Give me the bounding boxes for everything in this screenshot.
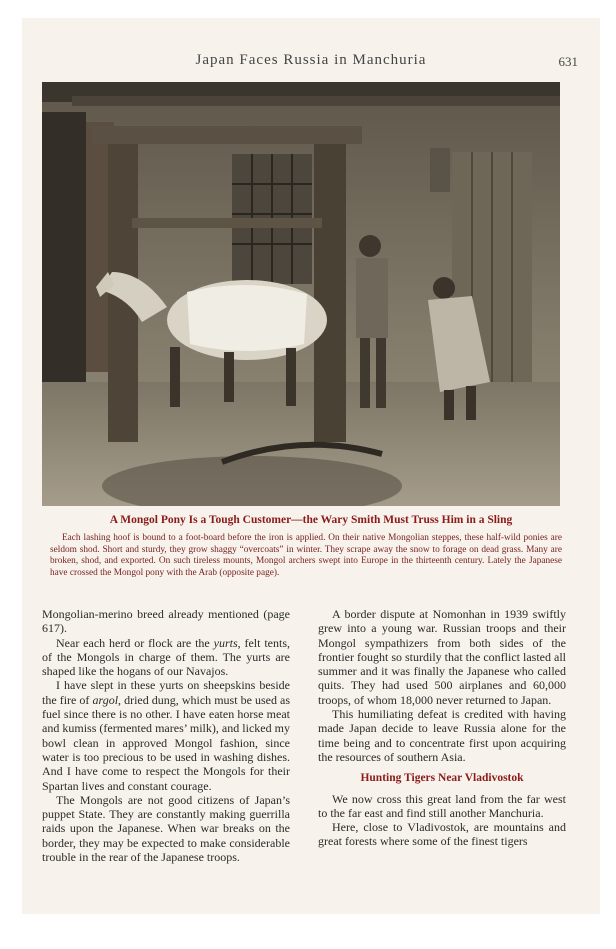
article-column-left: [42, 607, 290, 864]
photo-caption-title: A Mongol Pony Is a Tough Customer—the Wary Smith Must Truss Him in a Sling: [109, 514, 513, 526]
article-paragraph: We now cross this great land from the far west to the far east and find still another Manchuria.: [318, 791, 566, 820]
text-run: I have slept in these yurts on sheepskins beside the fire of: [42, 678, 290, 707]
text-run: , felt tents, of the Mongols in charge of them. The yurts are shaped like the hogans of our Navajos.: [42, 635, 291, 679]
photo-illustration: [42, 82, 560, 506]
photo-caption-body: Each lashing hoof is bound to a foot-board before the iron is applied. On their native Mongolian steppes, these half-wild ponies are seldom shod. Short and sturdy, they grow shaggy “overcoats” in winter. They scrape away the snow to forage on dead grass. Many are broken, shod, and exported. On such tireless mounts, Mongol archers swept into Europe in the thirteenth century. Lately the Japanese have crossed the Mongol pony with the Arab (opposite page).: [50, 533, 562, 578]
running-title: Japan Faces Russia in Manchuria: [195, 52, 427, 68]
article-paragraph: Mongolian-merino breed already mentioned (page 617).: [42, 607, 290, 636]
article-paragraph: This humiliating defeat is credited with having made Japan decide to leave Russia alone for the time being and to concentrate first upon acquiring the resources of southern Asia.: [318, 707, 566, 764]
italic-term: argol: [92, 692, 119, 707]
text-run: , dried dung, which must be used as fuel since there is no other. I have eaten horse meat and kumiss (fermented mares’ milk), and licked my bowl clean in approved Mongol fashion, since water is too precious to be used in washing dishes. And I have come to respect the Mongols for their Spartan lives and constant courage.: [42, 692, 291, 793]
text-run: Near each herd or flock are the: [56, 635, 214, 650]
article-paragraph: A border dispute at Nomonhan in 1939 swiftly grew into a young war. Russian troops and their Mongol sympathizers from both sides of the frontier fought so sturdily that the conflict lasted all summer and it was finally the Japanese who called quits. They had used 500 airplanes and 60,000 troops, of whom 18,000 never returned to Japan.: [318, 607, 566, 707]
mongol-pony-shoeing-photo: [42, 82, 560, 506]
magazine-page: [22, 18, 600, 914]
article-paragraph: Here, close to Vladivostok, are mountains and great forests where some of the finest tigers: [318, 820, 566, 849]
page-number: 631: [558, 54, 578, 69]
italic-term: yurts: [213, 635, 238, 650]
section-subheading: Hunting Tigers Near Vladivostok: [360, 772, 524, 785]
article-paragraph: The Mongols are not good citizens of Japan’s puppet State. They are constantly making guerrilla raids upon the Japanese. When war breaks on the border, they may be expected to make considerable trouble in the rear of the Japanese troops.: [42, 792, 290, 865]
article-paragraph: [42, 678, 290, 792]
article-column-right: [318, 607, 566, 849]
article-paragraph: [42, 636, 290, 679]
